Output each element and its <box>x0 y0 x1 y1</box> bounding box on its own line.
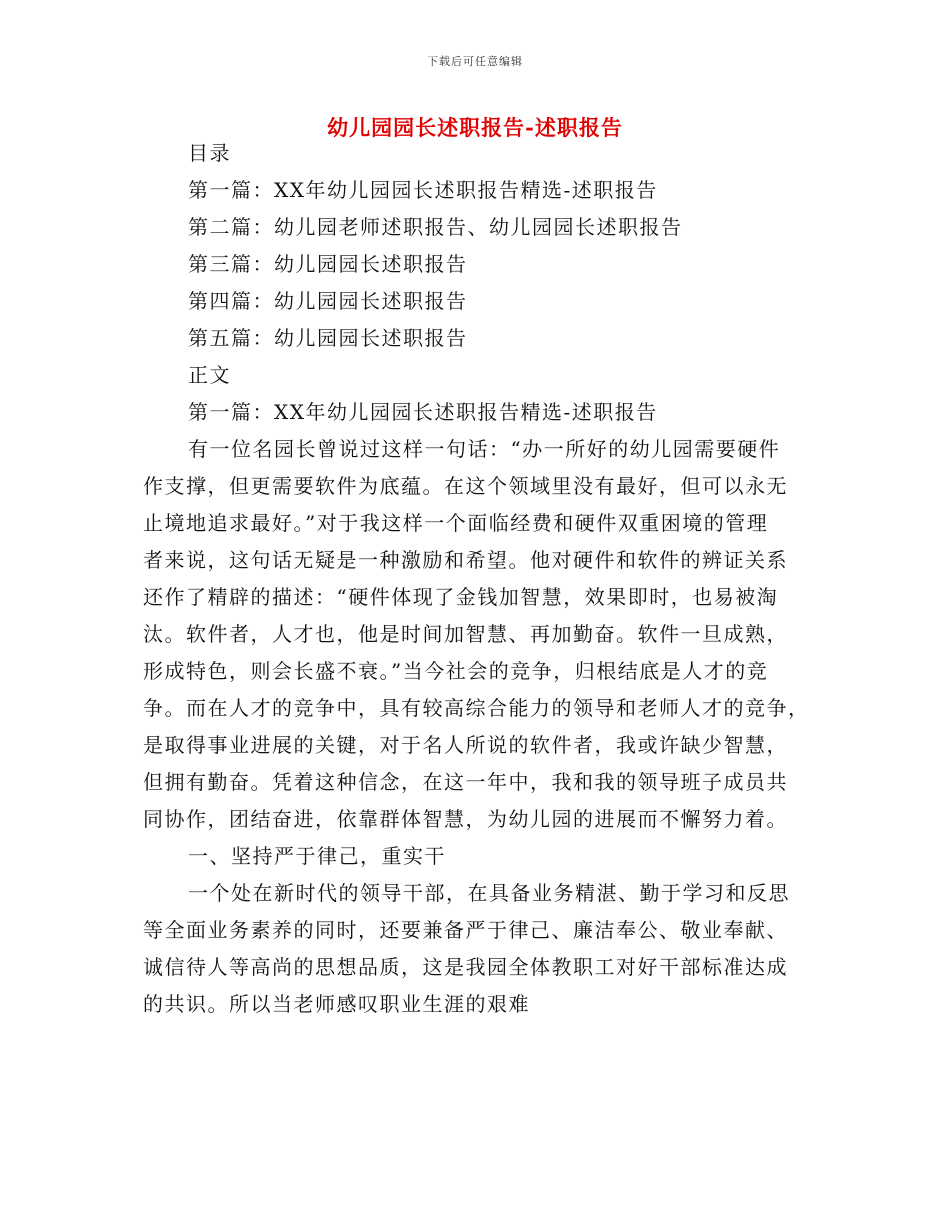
paragraph-line: 诚信待人等高尚的思想品质，这是我园全体教职工对好干部标准达成 <box>143 955 788 979</box>
paragraph-line: 止境地追求最好。”对于我这样一个面临经费和硬件双重困境的管理 <box>143 511 769 535</box>
body-heading: 正文 <box>188 363 231 387</box>
toc-item-2: 第二篇：幼儿园老师述职报告、幼儿园园长述职报告 <box>188 215 683 239</box>
toc-heading: 目录 <box>188 141 231 165</box>
paragraph-line: 形成特色，则会长盛不衰。”当今社会的竞争，归根结底是人才的竞 <box>143 659 769 683</box>
subheading: 一、坚持严于律己，重实干 <box>188 844 446 868</box>
paragraph-line: 汰。软件者，人才也，他是时间加智慧、再加勤奋。软件一旦成熟， <box>143 622 788 646</box>
paragraph-line: 作支撑，但更需要软件为底蕴。在这个领域里没有最好，但可以永无 <box>143 474 788 498</box>
section-title: 第一篇：XX年幼儿园园长述职报告精选-述职报告 <box>188 400 658 424</box>
paragraph-line: 一个处在新时代的领导干部，在具备业务精湛、勤于学习和反思 <box>188 881 790 905</box>
paragraph-line: 但拥有勤奋。凭着这种信念，在这一年中，我和我的领导班子成员共 <box>143 770 788 794</box>
toc-item-5: 第五篇：幼儿园园长述职报告 <box>188 326 468 350</box>
paragraph-line: 的共识。所以当老师感叹职业生涯的艰难 <box>143 992 530 1016</box>
header-note: 下载后可任意编辑 <box>427 55 523 68</box>
paragraph-line: 者来说，这句话无疑是一种激励和希望。他对硬件和软件的辨证关系 <box>143 548 788 572</box>
paragraph-line: 等全面业务素养的同时，还要兼备严于律己、廉洁奉公、敬业奉献、 <box>143 918 788 942</box>
toc-item-1: 第一篇：XX年幼儿园园长述职报告精选-述职报告 <box>188 178 658 202</box>
paragraph-line: 同协作，团结奋进，依靠群体智慧，为幼儿园的进展而不懈努力着。 <box>143 807 788 831</box>
toc-item-4: 第四篇：幼儿园园长述职报告 <box>188 289 468 313</box>
paragraph-line: 争。而在人才的竞争中，具有较高综合能力的领导和老师人才的竞争， <box>143 696 810 720</box>
toc-item-3: 第三篇：幼儿园园长述职报告 <box>188 252 468 276</box>
document-title: 幼儿园园长述职报告-述职报告 <box>327 115 623 140</box>
paragraph-line: 还作了精辟的描述：“硬件体现了金钱加智慧，效果即时，也易被淘 <box>143 585 779 609</box>
paragraph-line: 是取得事业进展的关键，对于名人所说的软件者，我或许缺少智慧， <box>143 733 788 757</box>
paragraph-line: 有一位名园长曾说过这样一句话：“办一所好的幼儿园需要硬件 <box>188 437 781 461</box>
